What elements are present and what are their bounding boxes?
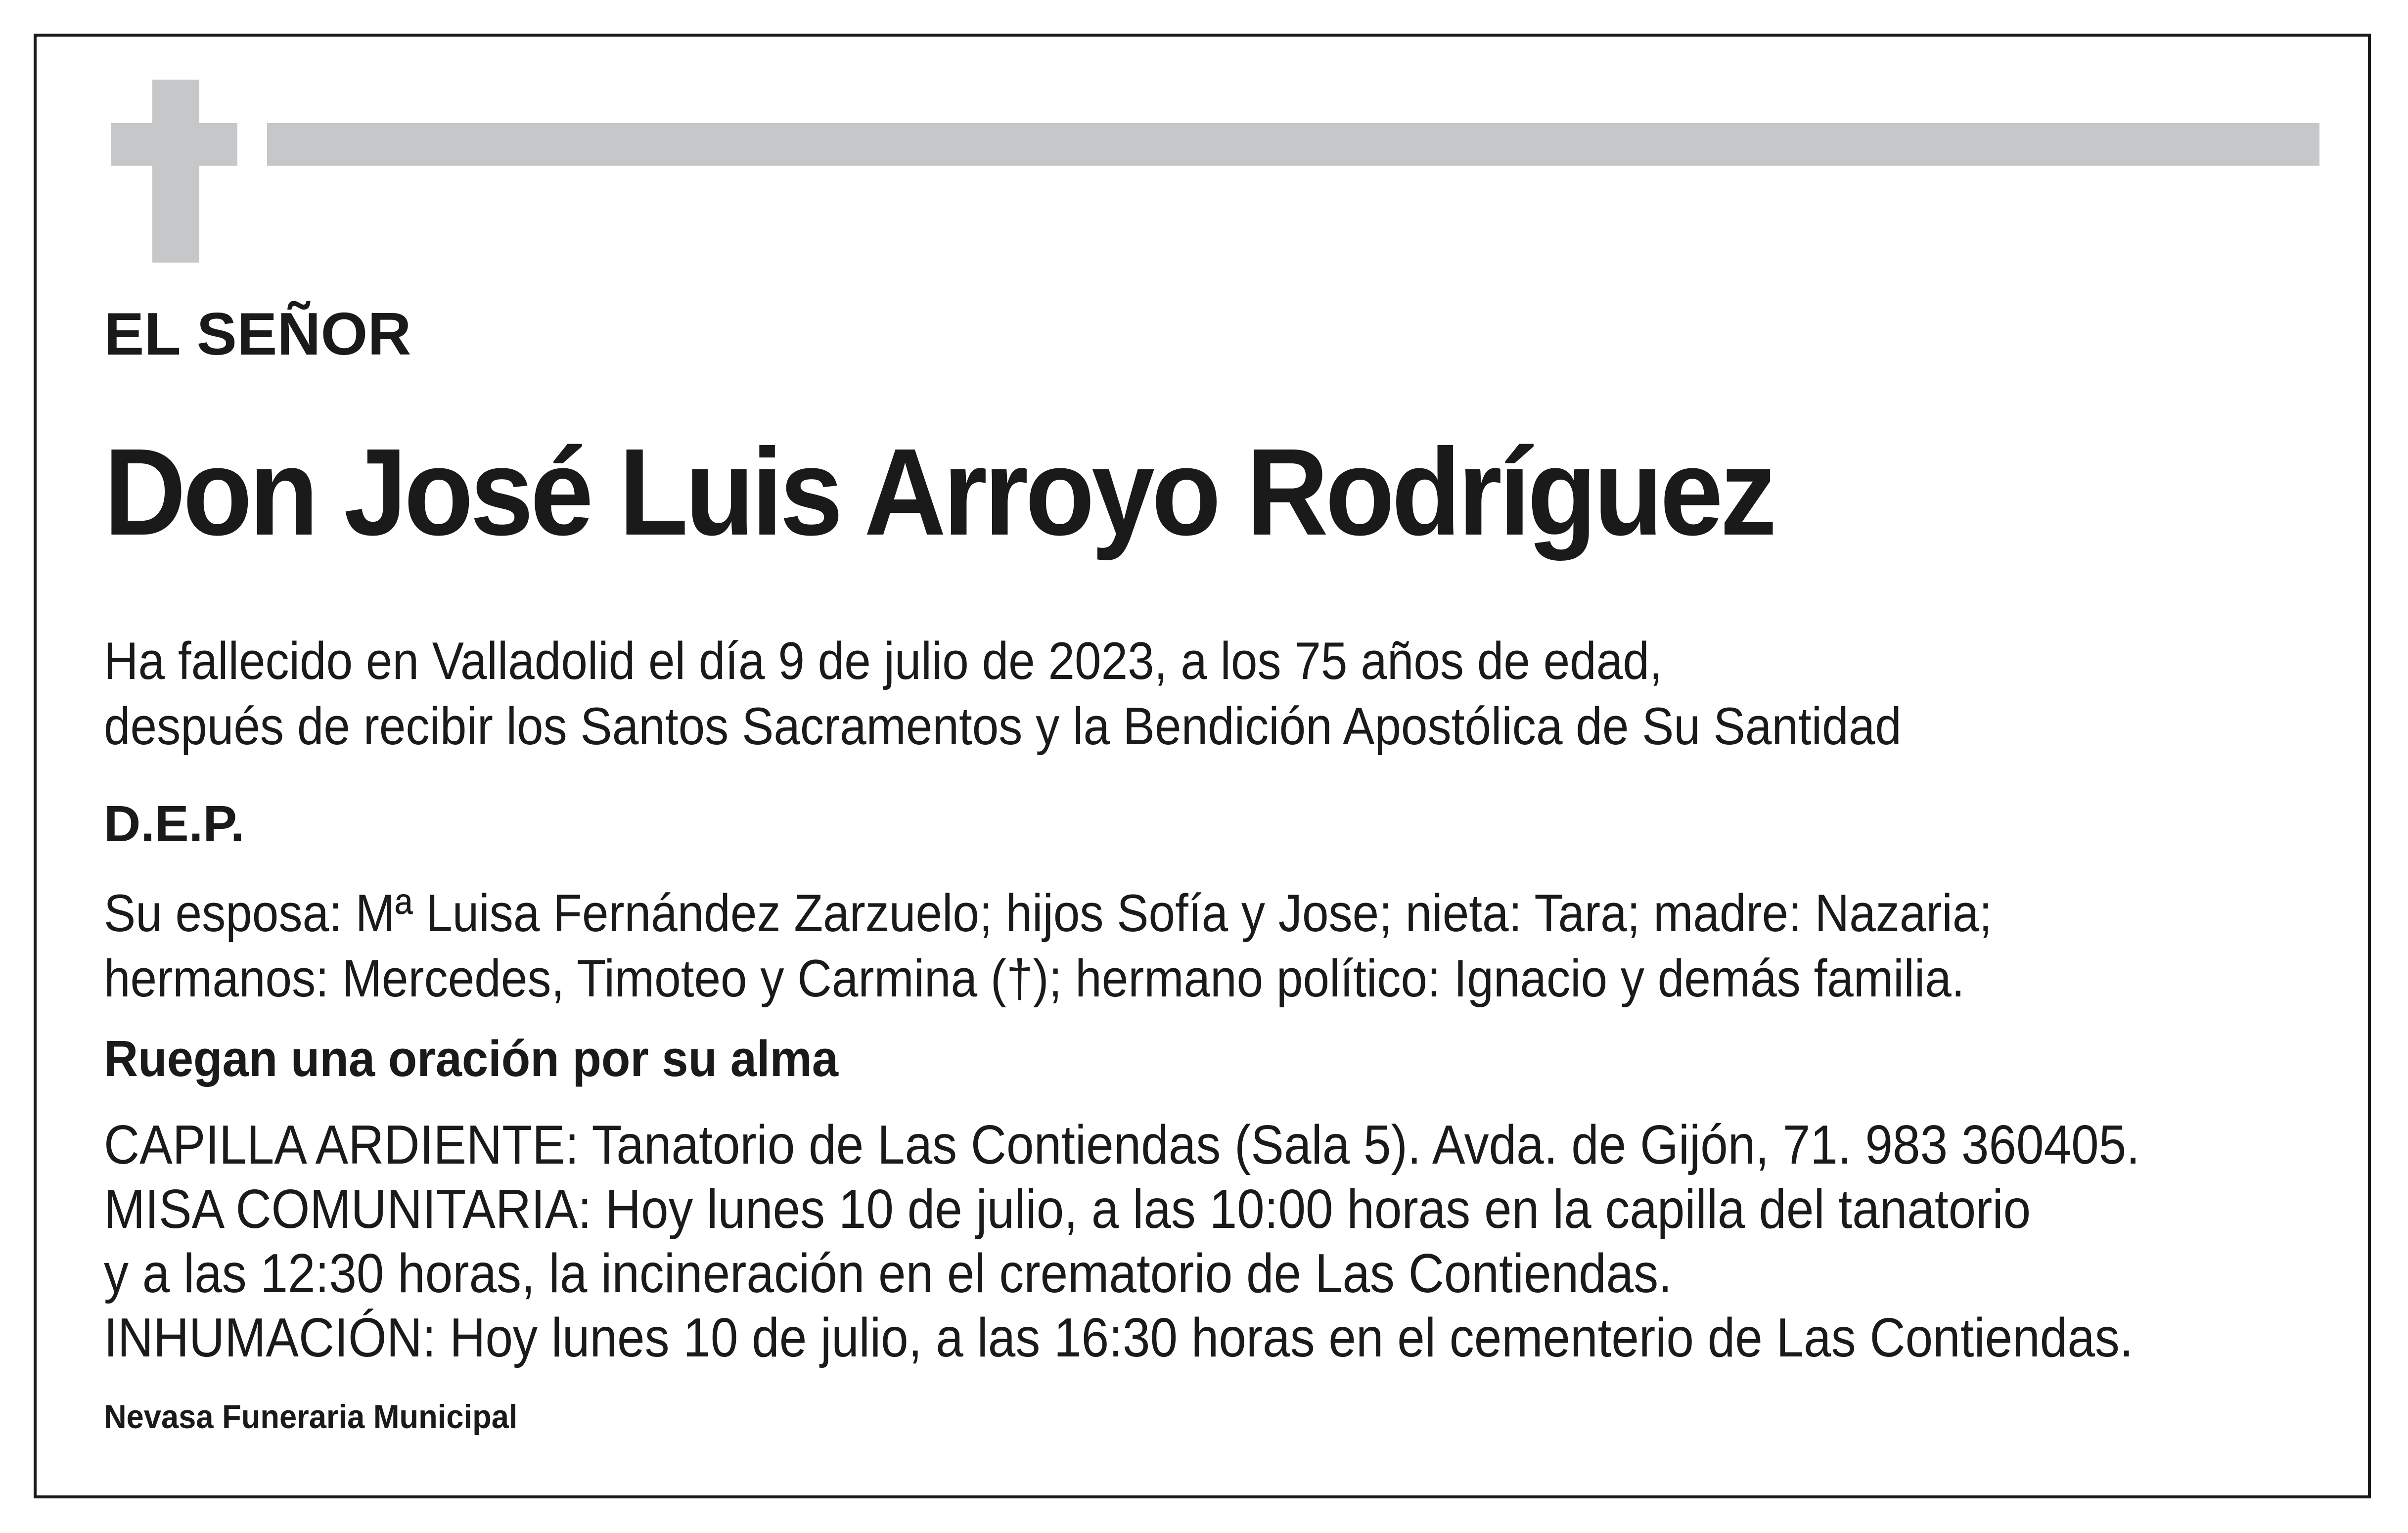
- service-details: [104, 1113, 2140, 1370]
- funeral-home: Nevasa Funeraria Municipal: [104, 1398, 518, 1436]
- service-line: y a las 12:30 horas, la incineración en el crematorio de Las Contiendas.: [104, 1243, 1672, 1304]
- death-line: Ha fallecido en Valladolid el día 9 de julio de 2023, a los 75 años de edad,: [104, 631, 1663, 690]
- death-line: después de recibir los Santos Sacramentos y la Bendición Apostólica de Su Santidad: [104, 696, 1902, 756]
- salutation: EL SEÑOR: [104, 300, 411, 367]
- cross-vertical-bar: [152, 80, 199, 263]
- family-line: Su esposa: Mª Luisa Fernández Zarzuelo; hijos Sofía y Jose; nieta: Tara; madre: Nazaria;: [104, 883, 1993, 943]
- family-list: [104, 880, 1992, 1011]
- service-line: CAPILLA ARDIENTE: Tanatorio de Las Contiendas (Sala 5). Avda. de Gijón, 71. 983 360405.: [104, 1114, 2140, 1175]
- cross-horizontal-bar: [111, 123, 237, 166]
- dep-label: D.E.P.: [104, 795, 245, 852]
- family-line: hermanos: Mercedes, Timoteo y Carmina (†); hermano político: Ignacio y demás familia.: [104, 948, 1965, 1008]
- service-line: MISA COMUNITARIA: Hoy lunes 10 de julio, a las 10:00 horas en la capilla del tanatorio: [104, 1178, 2031, 1240]
- prayer-request: Ruegan una oración por su alma: [104, 1030, 839, 1087]
- service-line: INHUMACIÓN: Hoy lunes 10 de julio, a las 16:30 horas en el cementerio de Las Contiendas.: [104, 1307, 2134, 1368]
- deceased-name: Don José Luis Arroyo Rodríguez: [104, 423, 1774, 561]
- header-rule: [267, 123, 2319, 166]
- death-announcement: [104, 628, 1902, 759]
